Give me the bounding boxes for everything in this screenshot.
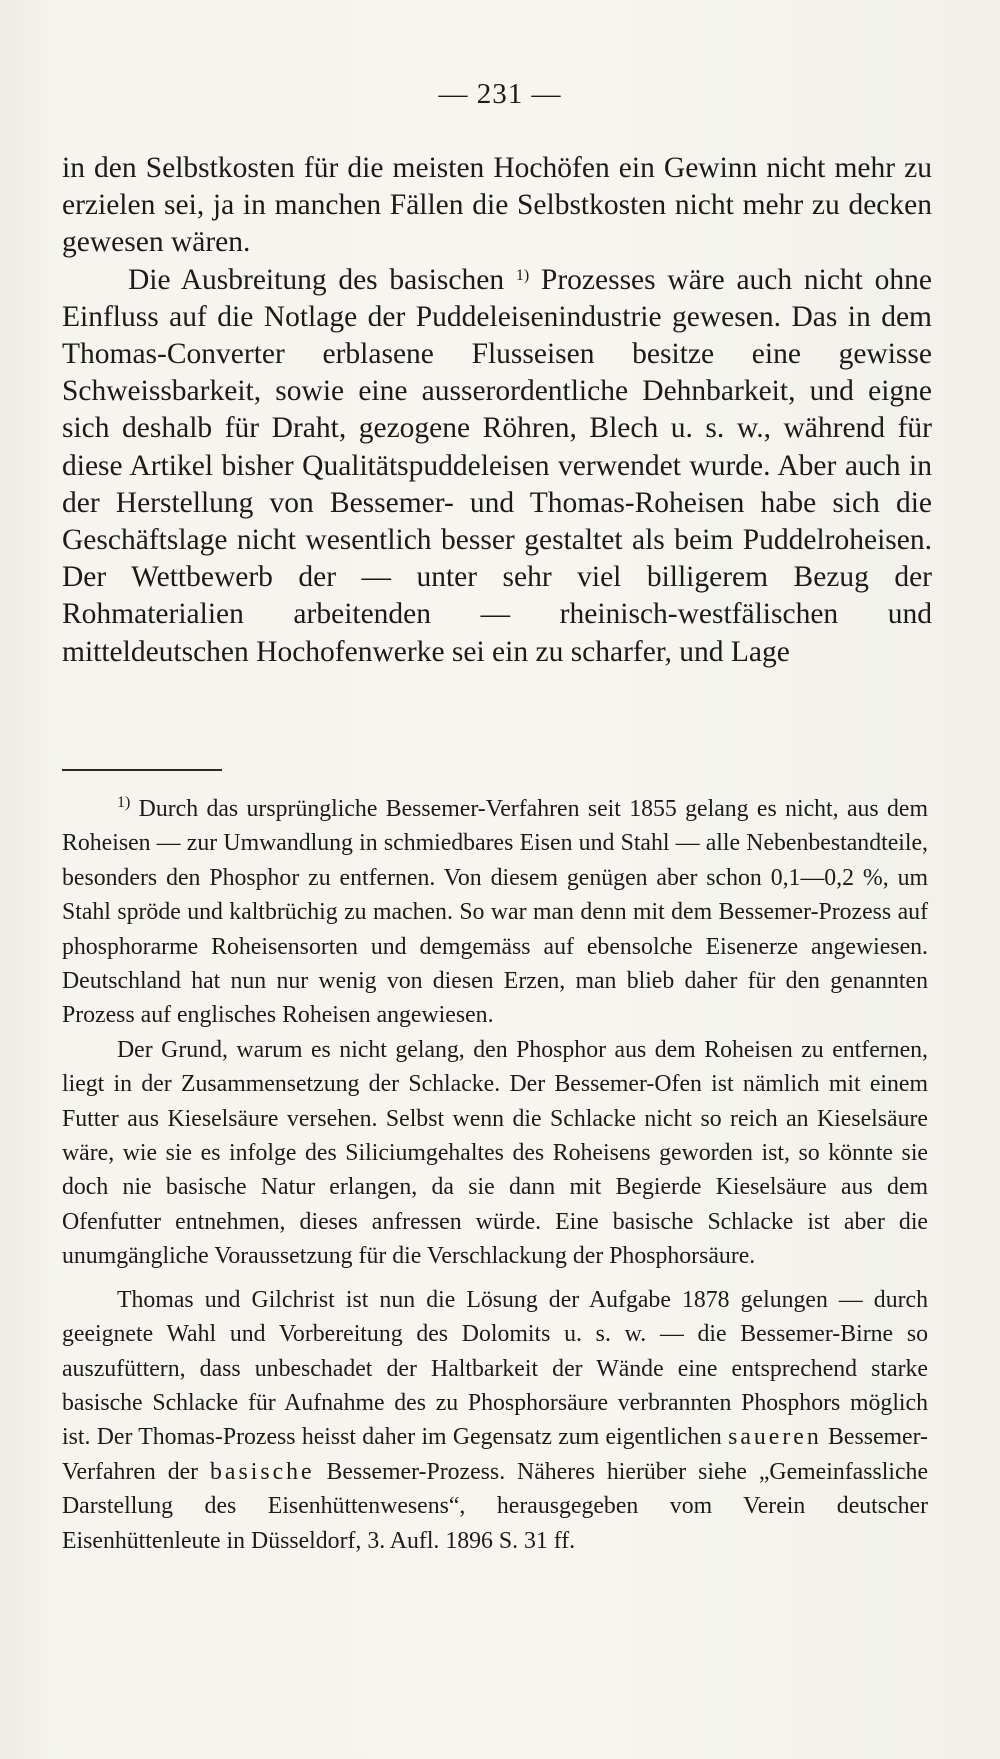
emphasized-word: saueren	[728, 1424, 822, 1451]
footnote-marker: 1)	[117, 794, 131, 811]
footnote-text: Thomas und Gilchrist ist nun die Lösung der Aufgabe 1878 gelungen — durch geeignete Wahl und Vorbereitung des Dolomits u. s. w. — die Bessemer-Birne so auszufüttern, dass unbeschadet der Haltbarkeit der Wände eine entsprechend starke basische Schlacke für Aufnahme des zu Phosphorsäure verbrannten Phosphors möglich ist. Der Thomas-Prozess heisst daher im Gegensatz zum eigentlichen	[62, 1286, 928, 1451]
footnote-paragraph-2	[62, 1033, 928, 1274]
emphasized-word: basische	[210, 1458, 315, 1485]
footnote-text: Bessemer-Prozess. Näheres hierüber siehe „Gemeinfassliche Darstellung des Eisenhüttenwesens“, herausgegeben vom Verein deutscher Eisenhüttenleute in Düsseldorf, 3. Aufl. 1896 S. 31 ff.	[62, 1458, 929, 1554]
footnote-text: Der Grund, warum es nicht gelang, den Phosphor aus dem Roheisen zu entfernen, liegt in der Zusammensetzung der Schlacke. Der Bessemer-Ofen ist nämlich mit einem Futter aus Kieselsäure versehen. Selbst wenn die Schlacke nicht so reich an Kieselsäure wäre, wie sie es infolge des Siliciumgehaltes des Roheisens geworden ist, so könnte sie doch nie basische Natur erlangen, da sie dann mit Begierde Kieselsäure aus dem Ofenfutter entnehmen, dieses anfressen würde. Eine basische Schlacke ist aber die unumgängliche Voraussetzung für die Verschlackung der Phosphorsäure.	[62, 1036, 928, 1270]
footnote-text: Bessemer-Verfahren der	[62, 1424, 928, 1485]
page-number: — 231 —	[438, 78, 562, 110]
paragraph-text: Prozesses wäre auch nicht ohne Einfluss auf die Notlage der Puddeleisenindustrie gewesen. Das in dem Thomas-Converter erblasene Flusseisen besitze eine gewisse Schweissbarkeit, sowie eine ausserordentliche Dehnbarkeit, und eigne sich deshalb für Draht, gezogene Röhren, Blech u. s. w., während für diese Artikel bisher Qualitätspuddeleisen verwendet wurde. Aber auch in der Herstellung von Bessemer- und Thomas-Roheisen habe sich die Geschäftslage nicht wesentlich besser gestaltet als beim Puddelroheisen. Der Wettbewerb der — unter sehr viel billigerem Bezug der Rohmaterialien arbeitenden — rheinisch-westfälischen und mitteldeutschen Hochofenwerke sei ein zu scharfer, und Lage	[62, 263, 932, 668]
paragraph-continuation	[62, 150, 932, 262]
footnote-reference: 1)	[515, 266, 530, 284]
footnotes	[62, 792, 928, 1558]
footnote-divider	[62, 769, 222, 771]
paragraph-text: Die Ausbreitung des basischen	[128, 263, 516, 296]
footnote-1	[62, 792, 928, 1033]
paragraph-text: in den Selbstkosten für die meisten Hochöfen ein Gewinn nicht mehr zu erzielen sei, ja in manchen Fällen die Selbstkosten nicht mehr zu decken gewesen wären.	[62, 152, 932, 259]
footnote-text: Durch das ursprüngliche Bessemer-Verfahren seit 1855 gelang es nicht, aus dem Roheisen — zur Umwandlung in schmiedbares Eisen und Stahl — alle Nebenbestandteile, besonders den Phosphor zu entfernen. Von diesem genügen aber schon 0,1—0,2 %, um Stahl spröde und kaltbrüchig zu machen. So war man denn mit dem Bessemer-Prozess auf phosphorarme Roheisensorten und demgemäss auf ebensolche Eisenerze angewiesen. Deutschland hat nun nur wenig von diesen Erzen, man blieb daher für den genannten Prozess auf englisches Roheisen angewiesen.	[62, 796, 928, 1029]
footnote-paragraph-3	[62, 1283, 928, 1558]
main-text	[62, 150, 932, 671]
paragraph-basic-process	[62, 262, 932, 671]
